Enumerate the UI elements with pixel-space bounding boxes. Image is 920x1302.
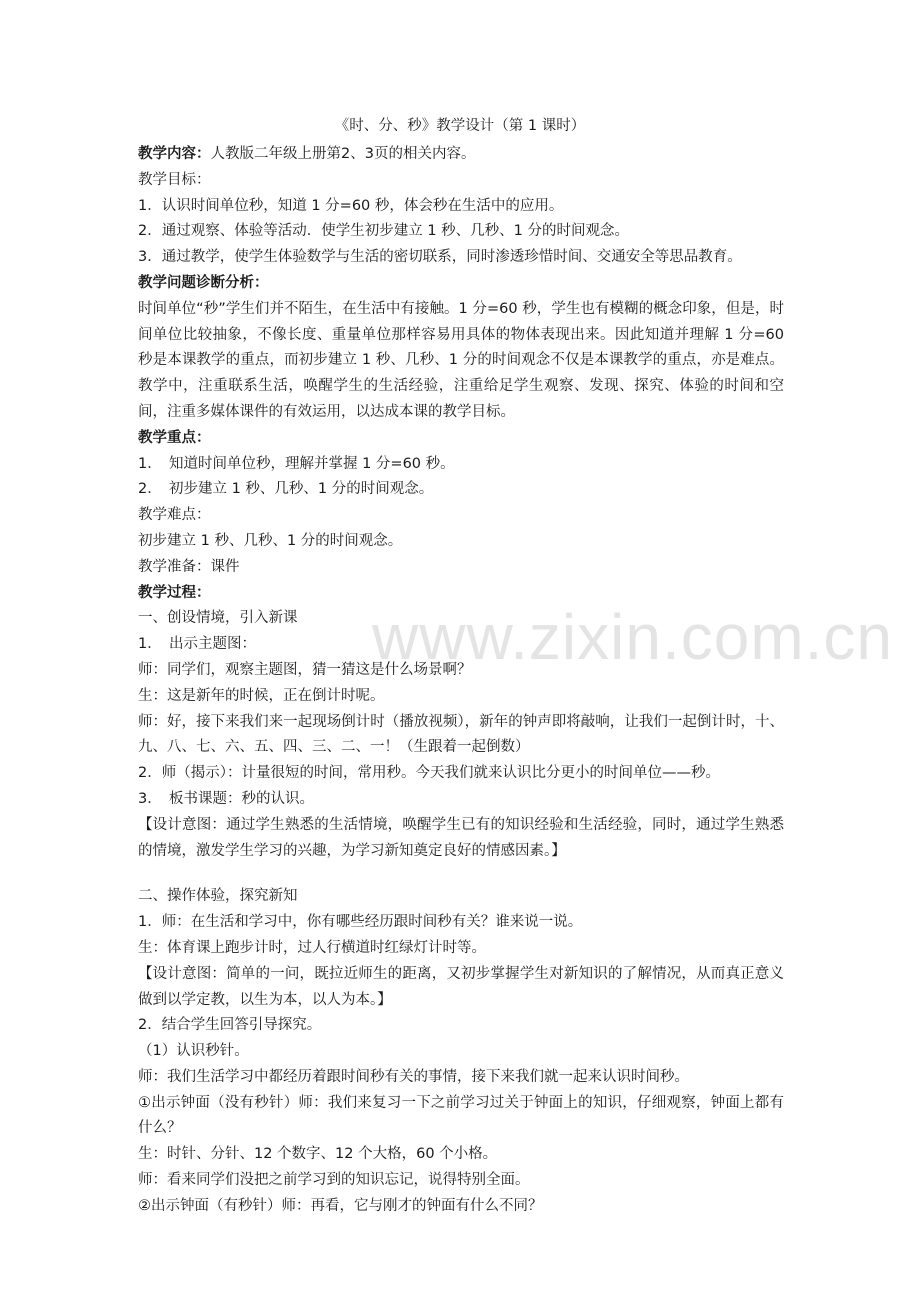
- goal-1: 1．认识时间单位秒，知道 1 分=60 秒，体会秒在生活中的应用。: [138, 197, 564, 214]
- section-1-line: 2．师（揭示）：计量很短的时间，常用秒。今天我们就来认识比分更小的时间单位——秒。: [138, 765, 720, 782]
- section-2-line: （1）认识秒针。: [138, 1043, 249, 1060]
- section-2-line: 1．师：在生活和学习中，你有哪些经历跟时间秒有关？谁来说一说。: [138, 914, 583, 931]
- teaching-content-text: 人教版二年级上册第2、3页的相关内容。: [210, 146, 476, 162]
- goals-heading: 教学目标：: [138, 171, 211, 188]
- section-2-title: 二、操作体验，探究新知: [138, 888, 298, 905]
- blank-line: [138, 864, 784, 884]
- design-intent-1: 【设计意图：通过学生熟悉的生活情境，唤醒学生已有的知识经验和生活经验，同时，通过学生熟悉的情境，激发学生学习的兴趣，为学习新知奠定良好的情感因素。】: [138, 816, 784, 859]
- teaching-content: [138, 142, 784, 168]
- analysis-text: 时间单位“秒”学生们并不陌生，在生活中有接触。1 分=60 秒，学生也有模糊的概念印象，但是，时间单位比较抽象，不像长度、重量单位那样容易用具体的物体表现出来。因此知道并理解 1 分=60 秒是本课教学的重点，而初步建立 1 秒、几秒、1 分的时间观念不仅是本课教学的重点，亦是难点。教学中，注重联系生活，唤醒学生的生活经验，注重给足学生观察、发现、探究、体验的时间和空间，注重多媒体课件的有效运用，以达成本课的教学目标。: [138, 300, 784, 420]
- process-heading: 教学过程：: [138, 584, 211, 601]
- section-2-line: 2．结合学生回答引导探究。: [138, 1017, 322, 1034]
- analysis-heading: 教学问题诊断分析：: [138, 274, 269, 291]
- key-point-2: 2． 初步建立 1 秒、几秒、1 分的时间观念。: [138, 481, 434, 498]
- section-2-line: ①出示钟面（没有秒针）师：我们来复习一下之前学习过关于钟面上的知识，仔细观察，钟面上都有什么？: [138, 1094, 784, 1137]
- teaching-prep: 教学准备：课件: [138, 558, 240, 575]
- section-2-line: 师：我们生活学习中都经历着跟时间秒有关的事情，接下来我们就一起来认识时间秒。: [138, 1068, 689, 1085]
- difficulty-text: 初步建立 1 秒、几秒、1 分的时间观念。: [138, 532, 403, 549]
- section-2-line: 生：体育课上跑步计时，过人行横道时红绿灯计时等。: [138, 939, 486, 956]
- key-points-heading: 教学重点：: [138, 429, 211, 446]
- section-1-line: 3． 板书课题：秒的认识。: [138, 790, 314, 807]
- watermark: www.zixin.com.cn: [372, 601, 893, 673]
- key-point-1: 1． 知道时间单位秒，理解并掌握 1 分=60 秒。: [138, 455, 455, 472]
- document-body: [138, 142, 784, 1220]
- teaching-content-label: 教学内容：: [138, 146, 211, 162]
- design-intent-2: 【设计意图：简单的一问，既拉近师生的距离，又初步掌握学生对新知识的了解情况，从而真正意义做到以学定教，以生为本，以人为本。】: [138, 965, 784, 1008]
- difficulty-heading: 教学难点：: [138, 507, 211, 524]
- section-2-line: 生：时针、分针、12 个数字、12 个大格，60 个小格。: [138, 1146, 498, 1163]
- page-title: 《时、分、秒》教学设计（第 1 课时）: [334, 118, 586, 134]
- section-2-line: 师：看来同学们没把之前学习到的知识忘记，说得特别全面。: [138, 1172, 530, 1189]
- goal-3: 3．通过教学，使学生体验数学与生活的密切联系，同时渗透珍惜时间、交通安全等思品教育。: [138, 249, 742, 266]
- section-1-line: 1． 出示主题图：: [138, 636, 256, 653]
- section-1-line: 师：同学们，观察主题图，猜一猜这是什么场景啊？: [138, 661, 472, 678]
- section-2-line: ②出示钟面（有秒针）师：再看，它与刚才的钟面有什么不同？: [138, 1197, 543, 1214]
- section-1-title: 一、创设情境，引入新课: [138, 610, 298, 627]
- section-1-line: 师：好，接下来我们来一起现场倒计时（播放视频），新年的钟声即将敲响，让我们一起倒计时，十、九、八、七、六、五、四、三、二、一！（生跟着一起倒数）: [138, 713, 784, 756]
- goal-2: 2．通过观察、体验等活动．使学生初步建立 1 秒、几秒、1 分的时间观念。: [138, 223, 630, 240]
- section-1-line: 生：这是新年的时候，正在倒计时呢。: [138, 687, 385, 704]
